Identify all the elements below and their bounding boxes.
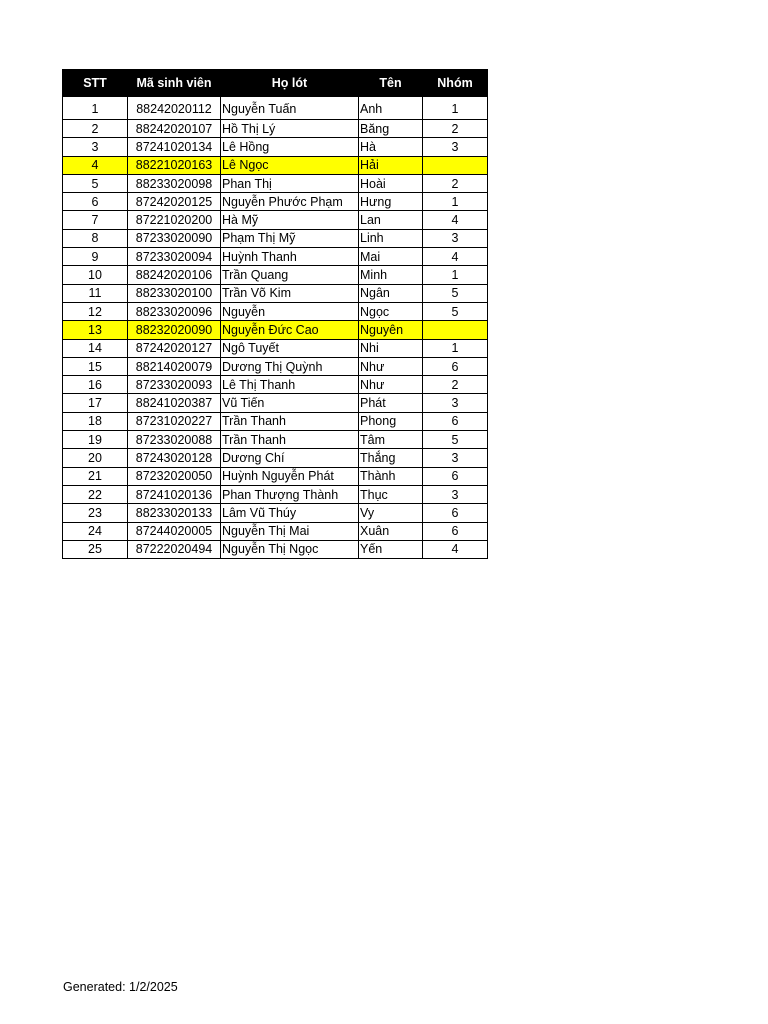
cell-first-name: Ngân xyxy=(359,284,423,302)
cell-student-id: 88233020133 xyxy=(128,504,221,522)
cell-middle-name: Nguyễn Thị Mai xyxy=(221,522,359,540)
table-row xyxy=(63,120,488,138)
table-row xyxy=(63,376,488,394)
cell-stt: 17 xyxy=(63,394,128,412)
cell-middle-name: Phan Thị xyxy=(221,174,359,192)
cell-middle-name: Nguyễn Phước Phạm xyxy=(221,193,359,211)
cell-student-id: 88233020096 xyxy=(128,302,221,320)
cell-group: 6 xyxy=(423,504,488,522)
cell-first-name: Hải xyxy=(359,156,423,174)
cell-first-name: Thành xyxy=(359,467,423,485)
cell-first-name: Minh xyxy=(359,266,423,284)
cell-group: 1 xyxy=(423,266,488,284)
cell-student-id: 87243020128 xyxy=(128,449,221,467)
table-body xyxy=(63,97,488,559)
table-row xyxy=(63,522,488,540)
cell-first-name: Hà xyxy=(359,138,423,156)
table-row xyxy=(63,174,488,192)
cell-group: 3 xyxy=(423,229,488,247)
cell-stt: 20 xyxy=(63,449,128,467)
cell-student-id: 88233020098 xyxy=(128,174,221,192)
cell-stt: 11 xyxy=(63,284,128,302)
student-table xyxy=(62,69,488,559)
cell-first-name: Yến xyxy=(359,540,423,558)
cell-group xyxy=(423,156,488,174)
cell-student-id: 88242020112 xyxy=(128,97,221,120)
cell-group: 5 xyxy=(423,284,488,302)
cell-first-name: Nhi xyxy=(359,339,423,357)
table-header xyxy=(63,70,488,97)
cell-stt: 13 xyxy=(63,321,128,339)
table-row xyxy=(63,266,488,284)
cell-student-id: 87242020125 xyxy=(128,193,221,211)
cell-group: 2 xyxy=(423,376,488,394)
table-row xyxy=(63,540,488,558)
cell-middle-name: Nguyễn Thị Ngọc xyxy=(221,540,359,558)
cell-middle-name: Ngô Tuyết xyxy=(221,339,359,357)
cell-middle-name: Trần Thanh xyxy=(221,412,359,430)
cell-middle-name: Huỳnh Thanh xyxy=(221,248,359,266)
cell-middle-name: Nguyễn Đức Cao xyxy=(221,321,359,339)
cell-student-id: 88241020387 xyxy=(128,394,221,412)
cell-group: 1 xyxy=(423,193,488,211)
table-row xyxy=(63,431,488,449)
cell-group: 3 xyxy=(423,485,488,503)
cell-stt: 7 xyxy=(63,211,128,229)
cell-middle-name: Lê Thị Thanh xyxy=(221,376,359,394)
table-row-highlighted xyxy=(63,321,488,339)
cell-student-id: 88242020107 xyxy=(128,120,221,138)
table-row xyxy=(63,504,488,522)
table-row xyxy=(63,467,488,485)
cell-stt: 9 xyxy=(63,248,128,266)
cell-student-id: 87221020200 xyxy=(128,211,221,229)
cell-stt: 10 xyxy=(63,266,128,284)
table-row xyxy=(63,138,488,156)
cell-group xyxy=(423,321,488,339)
cell-stt: 1 xyxy=(63,97,128,120)
cell-student-id: 87231020227 xyxy=(128,412,221,430)
cell-stt: 2 xyxy=(63,120,128,138)
table-row xyxy=(63,302,488,320)
cell-middle-name: Hồ Thị Lý xyxy=(221,120,359,138)
cell-middle-name: Dương Thị Quỳnh xyxy=(221,357,359,375)
cell-group: 6 xyxy=(423,522,488,540)
cell-group: 6 xyxy=(423,412,488,430)
cell-middle-name: Lê Hồng xyxy=(221,138,359,156)
cell-student-id: 87233020090 xyxy=(128,229,221,247)
cell-first-name: Như xyxy=(359,376,423,394)
cell-first-name: Như xyxy=(359,357,423,375)
table-row xyxy=(63,211,488,229)
cell-stt: 6 xyxy=(63,193,128,211)
table-row xyxy=(63,394,488,412)
cell-middle-name: Hà Mỹ xyxy=(221,211,359,229)
cell-middle-name: Dương Chí xyxy=(221,449,359,467)
cell-stt: 22 xyxy=(63,485,128,503)
cell-stt: 19 xyxy=(63,431,128,449)
cell-middle-name: Lâm Vũ Thúy xyxy=(221,504,359,522)
cell-first-name: Hưng xyxy=(359,193,423,211)
cell-group: 1 xyxy=(423,97,488,120)
cell-first-name: Thắng xyxy=(359,449,423,467)
cell-stt: 16 xyxy=(63,376,128,394)
cell-student-id: 87241020134 xyxy=(128,138,221,156)
cell-middle-name: Trần Võ Kim xyxy=(221,284,359,302)
cell-group: 2 xyxy=(423,120,488,138)
cell-group: 4 xyxy=(423,540,488,558)
table-row xyxy=(63,357,488,375)
cell-stt: 15 xyxy=(63,357,128,375)
cell-first-name: Anh xyxy=(359,97,423,120)
table-row-highlighted xyxy=(63,156,488,174)
cell-middle-name: Trần Thanh xyxy=(221,431,359,449)
cell-group: 3 xyxy=(423,449,488,467)
header-row xyxy=(63,70,488,97)
cell-stt: 4 xyxy=(63,156,128,174)
cell-student-id: 87232020050 xyxy=(128,467,221,485)
cell-group: 1 xyxy=(423,339,488,357)
header-stt: STT xyxy=(63,70,128,97)
cell-group: 2 xyxy=(423,174,488,192)
cell-middle-name: Trần Quang xyxy=(221,266,359,284)
table-row xyxy=(63,339,488,357)
cell-group: 4 xyxy=(423,248,488,266)
table-row xyxy=(63,248,488,266)
cell-first-name: Tâm xyxy=(359,431,423,449)
cell-student-id: 87233020088 xyxy=(128,431,221,449)
cell-student-id: 88221020163 xyxy=(128,156,221,174)
cell-stt: 23 xyxy=(63,504,128,522)
cell-first-name: Phong xyxy=(359,412,423,430)
table-row xyxy=(63,485,488,503)
cell-middle-name: Huỳnh Nguyễn Phát xyxy=(221,467,359,485)
cell-stt: 14 xyxy=(63,339,128,357)
cell-student-id: 87241020136 xyxy=(128,485,221,503)
cell-middle-name: Phạm Thị Mỹ xyxy=(221,229,359,247)
table-row xyxy=(63,449,488,467)
cell-group: 5 xyxy=(423,431,488,449)
cell-middle-name: Nguyễn Tuấn xyxy=(221,97,359,120)
table-row xyxy=(63,284,488,302)
cell-group: 5 xyxy=(423,302,488,320)
cell-stt: 18 xyxy=(63,412,128,430)
cell-student-id: 88232020090 xyxy=(128,321,221,339)
cell-stt: 25 xyxy=(63,540,128,558)
cell-student-id: 88242020106 xyxy=(128,266,221,284)
cell-first-name: Phát xyxy=(359,394,423,412)
header-group: Nhóm xyxy=(423,70,488,97)
cell-stt: 8 xyxy=(63,229,128,247)
cell-group: 4 xyxy=(423,211,488,229)
cell-first-name: Linh xyxy=(359,229,423,247)
cell-first-name: Lan xyxy=(359,211,423,229)
cell-first-name: Xuân xyxy=(359,522,423,540)
cell-stt: 3 xyxy=(63,138,128,156)
cell-middle-name: Lê Ngọc xyxy=(221,156,359,174)
cell-student-id: 88233020100 xyxy=(128,284,221,302)
cell-stt: 24 xyxy=(63,522,128,540)
cell-middle-name: Phan Thượng Thành xyxy=(221,485,359,503)
table-row xyxy=(63,229,488,247)
cell-first-name: Thục xyxy=(359,485,423,503)
cell-group: 3 xyxy=(423,394,488,412)
cell-first-name: Vy xyxy=(359,504,423,522)
cell-first-name: Băng xyxy=(359,120,423,138)
cell-first-name: Mai xyxy=(359,248,423,266)
cell-student-id: 87222020494 xyxy=(128,540,221,558)
header-student-id: Mã sinh viên xyxy=(128,70,221,97)
table-row xyxy=(63,97,488,120)
cell-student-id: 87242020127 xyxy=(128,339,221,357)
cell-first-name: Nguyên xyxy=(359,321,423,339)
cell-student-id: 87233020094 xyxy=(128,248,221,266)
cell-stt: 5 xyxy=(63,174,128,192)
table-row xyxy=(63,193,488,211)
cell-first-name: Ngọc xyxy=(359,302,423,320)
cell-group: 3 xyxy=(423,138,488,156)
header-middle-name: Họ lót xyxy=(221,70,359,97)
generated-date: Generated: 1/2/2025 xyxy=(63,980,178,994)
cell-group: 6 xyxy=(423,357,488,375)
cell-group: 6 xyxy=(423,467,488,485)
table-row xyxy=(63,412,488,430)
cell-middle-name: Nguyễn xyxy=(221,302,359,320)
header-first-name: Tên xyxy=(359,70,423,97)
cell-stt: 21 xyxy=(63,467,128,485)
cell-stt: 12 xyxy=(63,302,128,320)
cell-student-id: 88214020079 xyxy=(128,357,221,375)
cell-student-id: 87233020093 xyxy=(128,376,221,394)
cell-first-name: Hoài xyxy=(359,174,423,192)
cell-middle-name: Vũ Tiến xyxy=(221,394,359,412)
cell-student-id: 87244020005 xyxy=(128,522,221,540)
